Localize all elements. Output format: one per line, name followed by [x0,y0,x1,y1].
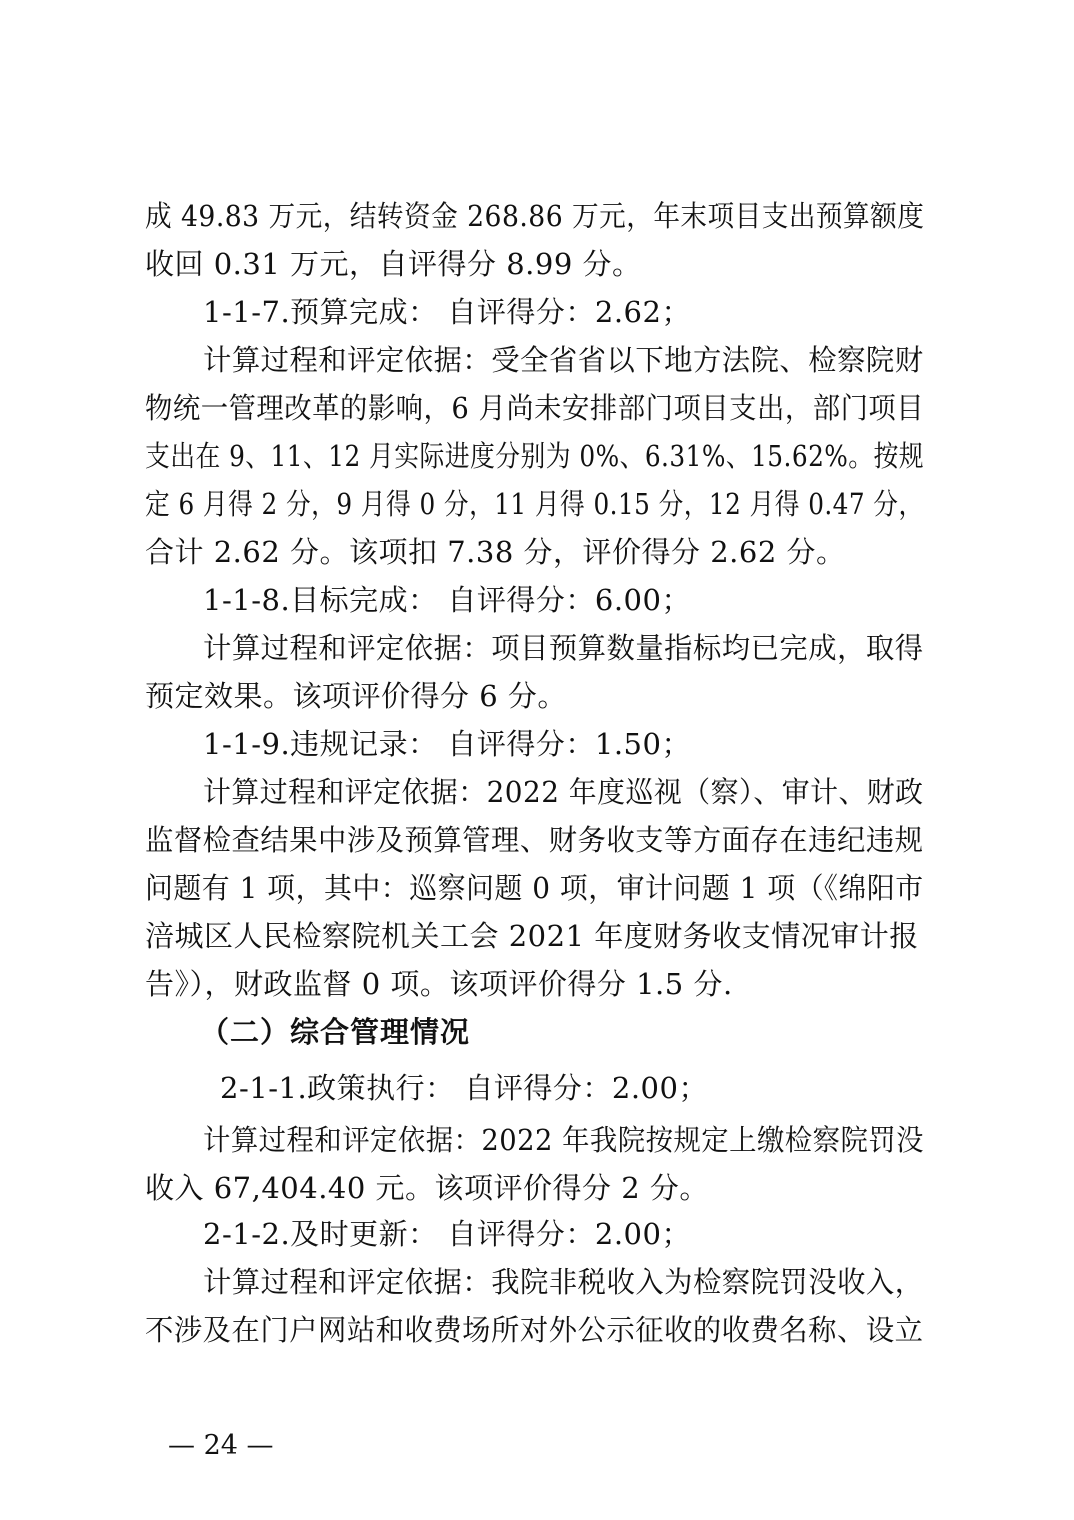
text-line-16: 涪城区人民检察院机关工会 2021 年度财务收支情况审计报 [145,919,919,953]
section-2-1-2-title: 2-1-2.及时更新： 自评得分：2.00； [203,1217,691,1251]
text-line-21: 收入 67,404.40 元。该项评价得分 2 分。 [145,1171,709,1205]
section-2-1-1-title: 2-1-1.政策执行： 自评得分：2.00； [220,1071,708,1105]
text-line-24: 不涉及在门户网站和收费场所对外公示征收的收费名称、设立 [145,1313,924,1347]
text-line-20: 计算过程和评定依据：2022 年我院按规定上缴检察院罚没 [203,1123,925,1157]
text-line-8: 合计 2.62 分。该项扣 7.38 分，评价得分 2.62 分。 [145,535,846,569]
text-line-23: 计算过程和评定依据：我院非税收入为检察院罚没收入， [203,1265,924,1299]
text-line-6: 支出在 9、11、12 月实际进度分别为 0%、6.31%、15.62%。按规 [145,439,925,473]
text-line-14: 监督检查结果中涉及预算管理、财务收支等方面存在违纪违规 [145,823,924,857]
text-line-10: 计算过程和评定依据：项目预算数量指标均已完成，取得 [203,631,924,665]
section-1-1-9-title: 1-1-9.违规记录： 自评得分：1.50； [203,727,691,761]
text-line-2: 收回 0.31 万元，自评得分 8.99 分。 [145,247,642,281]
text-line-15: 问题有 1 项，其中：巡察问题 0 项，审计问题 1 项（《绵阳市 [145,871,924,905]
text-line-11: 预定效果。该项评价得分 6 分。 [145,679,567,713]
text-line-4: 计算过程和评定依据：受全省省以下地方法院、检察院财 [203,343,924,377]
text-line-5: 物统一管理改革的影响，6 月尚未安排部门项目支出，部门项目 [145,391,925,425]
text-line-17: 告》），财政监督 0 项。该项评价得分 1.5 分. [145,967,733,1001]
text-line-1: 成 49.83 万元，结转资金 268.86 万元，年末项目支出预算额度 [145,199,925,233]
page-number: — 24 — [168,1430,274,1461]
section-heading-comprehensive-management: （二）综合管理情况 [200,1015,471,1049]
section-1-1-7-title: 1-1-7.预算完成： 自评得分：2.62； [203,295,691,329]
section-1-1-8-title: 1-1-8.目标完成： 自评得分：6.00； [203,583,691,617]
text-line-7: 定 6 月得 2 分，9 月得 0 分，11 月得 0.15 分，12 月得 0.47 分， [145,487,924,521]
text-line-13: 计算过程和评定依据：2022 年度巡视（察）、审计、财政 [203,775,924,809]
